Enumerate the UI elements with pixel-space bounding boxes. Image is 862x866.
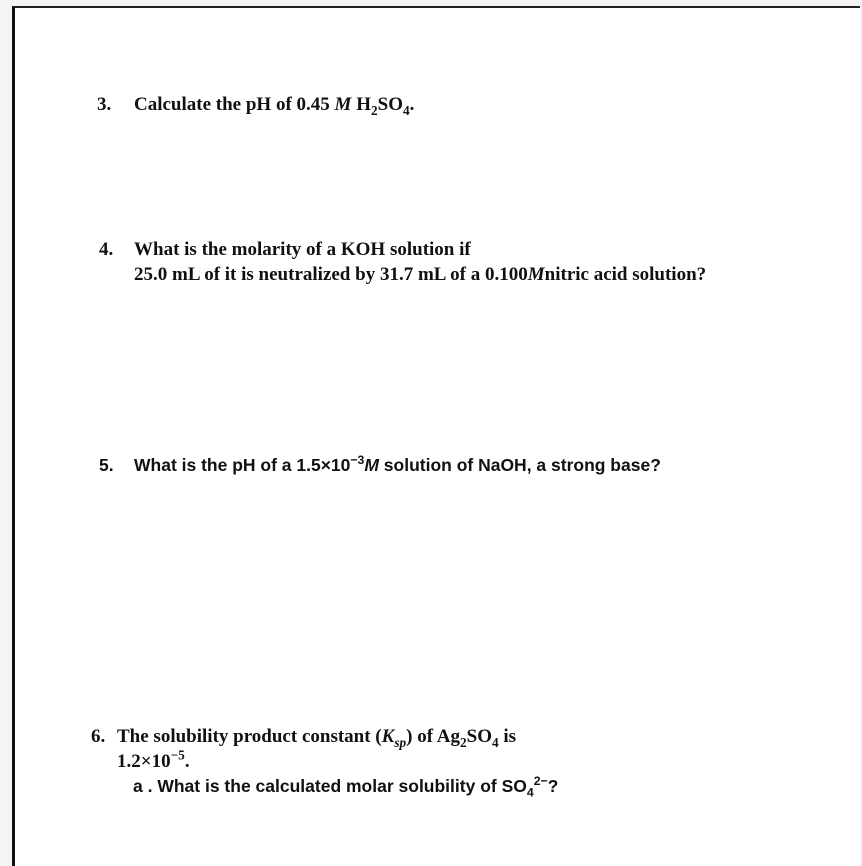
question-6-line-2: $1.2\times 10^{-5}$. xyxy=(117,747,190,772)
question-6-line-1: The solubility product constant $(K_{sp})$ of $Ag_2SO_4$ is xyxy=(117,726,517,750)
question-3-text: Calculate the pH of 0.45 M $H_2SO_4$. xyxy=(134,94,415,118)
question-5-text: What is the pH of a $1.5\times 10^{-3}M$ solution of NaOH, a strong base? xyxy=(134,453,661,475)
question-6-part-a: a . What is the calculated molar solubility of $SO_4^{2-}$? xyxy=(133,774,559,800)
question-4-line-1: What is the molarity of a KOH solution if xyxy=(134,239,471,260)
question-4-line-2: 25.0 mL of it is neutralized by 31.7 mL of a 0.100Mnitric acid solution? xyxy=(134,264,707,285)
question-3-number: 3. xyxy=(97,94,112,115)
question-5-number: 5. xyxy=(99,455,114,475)
question-6-number: 6. xyxy=(91,726,106,747)
worksheet-page xyxy=(12,6,860,866)
question-4-number: 4. xyxy=(99,239,114,260)
